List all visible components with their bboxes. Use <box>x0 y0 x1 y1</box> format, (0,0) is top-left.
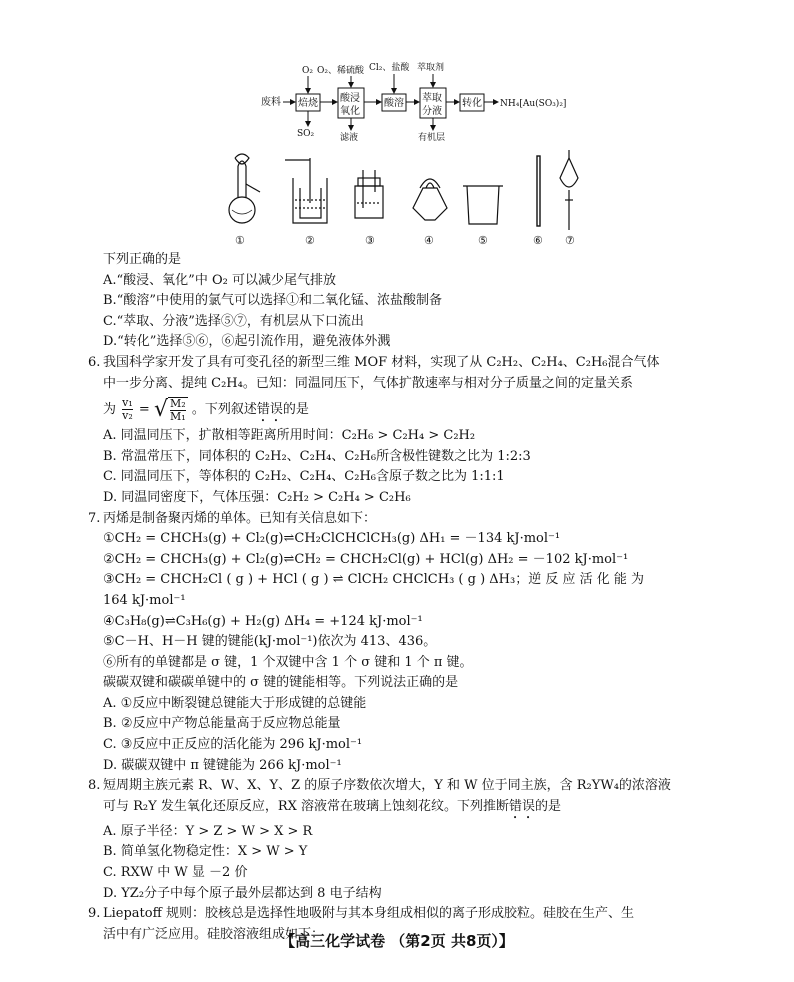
flow-filtrate-out: 滤液 <box>340 133 359 143</box>
q6-line-2: 中一步分离、提纯 C₂H₄。已知：同温同压下，气体扩散速率与相对分子质量之间的定量关系 <box>103 375 633 391</box>
q7-reaction-2: ②CH₂ = CHCH₃(g) + Cl₂(g)⇌CH₂ = CHCH₂Cl(g) + HCl(g) ΔH₂ = －102 kJ·mol⁻¹ <box>103 551 629 567</box>
apparatus-2-water-bath <box>285 158 327 223</box>
q6-emphasis: 错误 <box>256 402 283 418</box>
q5-option-a: A.“酸浸、氧化”中 O₂ 可以减少尾气排放 <box>103 272 336 288</box>
flow-feed: 废料 <box>261 97 281 108</box>
q8-option-b: B. 简单氢化物稳定性：X > W > Y <box>103 844 308 860</box>
apparatus-3-gas-washing-bottle <box>355 170 383 218</box>
flow-o2-in: O₂ <box>302 66 313 76</box>
q9-line-2: 活中有广泛应用。硅胶溶液组成如下： <box>103 926 325 942</box>
q5-option-c: C.“萃取、分液”选择⑤⑦，有机层从下口流出 <box>103 313 364 329</box>
q9-line-1: Liepatoff 规则：胶核总是选择性地吸附与其本身组成相似的离子形成胶粒。硅胶在生产、生 <box>103 906 634 922</box>
q5-option-d: D.“转化”选择⑤⑥，⑥起引流作用，避免液体外溅 <box>103 334 391 350</box>
q7-option-c: C. ③反应中正反应的活化能为 296 kJ·mol⁻¹ <box>103 737 363 753</box>
apparatus-label-1: ① <box>235 234 245 247</box>
q8-line-1: 短周期主族元素 R、W、X、Y、Z 的原子序数依次增大，Y 和 W 位于同主族，含 R₂YW₄的浓溶液 <box>103 778 671 794</box>
apparatus-label-4: ④ <box>424 234 434 247</box>
question-6 <box>88 353 783 509</box>
flow-o2-acid-in: O₂、稀硫酸 <box>317 66 365 76</box>
apparatus-4-alcohol-lamp <box>413 179 447 220</box>
flow-box-acid-dissolve: 酸溶 <box>384 98 404 109</box>
apparatus-1-distilling-flask <box>229 154 260 223</box>
q8-emphasis: 错误 <box>509 798 536 814</box>
apparatus-label-7: ⑦ <box>565 234 575 247</box>
flow-organic-out: 有机层 <box>418 133 446 143</box>
flow-so2-out: SO₂ <box>297 129 315 139</box>
question-7 <box>88 509 783 777</box>
q7-reaction-3b: 164 kJ·mol⁻¹ <box>103 592 186 608</box>
flow-box-leach: 酸浸 <box>340 93 360 104</box>
q7-reaction-3a: ③CH₂ = CHCH₂Cl ( g ) + HCl ( g ) ⇌ ClCH₂ CHClCH₃ ( g ) ΔH₃；逆 反 应 活 化 能 为 <box>103 572 645 588</box>
apparatus-7-separatory-funnel <box>560 150 578 230</box>
q9-number: 9. <box>88 906 101 922</box>
q8-option-d: D. YZ₂分子中每个原子最外层都达到 8 电子结构 <box>103 885 382 901</box>
flow-box-convert: 转化 <box>462 98 482 109</box>
apparatus-row <box>215 148 595 250</box>
apparatus-label-6: ⑥ <box>533 234 543 247</box>
flow-box-oxidize: 氧化 <box>340 106 360 117</box>
q7-info-6: ⑥所有的单键都是 σ 键，1 个双键中含 1 个 σ 键和 1 个 π 键。 <box>103 654 473 670</box>
q7-option-b: B. ②反应中产物总能量高于反应物总能量 <box>103 716 341 732</box>
apparatus-label-3: ③ <box>365 234 375 247</box>
apparatus-6-glass-rod <box>537 156 540 226</box>
q7-number: 7. <box>88 510 101 526</box>
question-8 <box>88 776 783 904</box>
q5-stem: 下列正确的是 <box>103 252 182 267</box>
apparatus-5-beaker <box>463 186 503 224</box>
q8-number: 8. <box>88 778 101 794</box>
q5-option-b: B.“酸溶”中使用的氯气可以选择①和二氧化锰、浓盐酸制备 <box>103 293 442 309</box>
flow-box-separate: 分液 <box>422 106 442 117</box>
q6-option-a: A. 同温同压下，扩散相等距离所用时间：C₂H₆ > C₂H₄ > C₂H₂ <box>103 428 476 444</box>
q7-reaction-1: ①CH₂ = CHCH₃(g) + Cl₂(g)⇌CH₂ClCHClCH₃(g) ΔH₁ = －134 kJ·mol⁻¹ <box>103 531 561 547</box>
q6-option-b: B. 常温常压下，同体积的 C₂H₂、C₂H₄、C₂H₆所含极性键数之比为 1:2:3 <box>103 448 531 464</box>
q8-line-2: 可与 R₂Y 发生氧化还原反应，RX 溶液常在玻璃上蚀刻花纹。下列推断错误的是 <box>103 798 562 814</box>
q8-option-c: C. RXW 中 W 显 －2 价 <box>103 865 248 881</box>
q6-option-c: C. 同温同压下，等体积的 C₂H₂、C₂H₄、C₂H₆含原子数之比为 1:1:1 <box>103 469 505 485</box>
q7-reaction-4: ④C₃H₈(g)⇌C₃H₆(g) + H₂(g) ΔH₄ = +124 kJ·mol⁻¹ <box>103 613 423 629</box>
process-flow-chart <box>255 58 575 150</box>
flow-extractant-in: 萃取剂 <box>417 63 445 73</box>
flow-box-extract: 萃取 <box>422 93 442 104</box>
q8-option-a: A. 原子半径：Y > Z > W > X > R <box>103 823 313 839</box>
apparatus-label-5: ⑤ <box>478 234 488 247</box>
q6-number: 6. <box>88 354 101 370</box>
page-footer: 【高三化学试卷 （第2页 共8页）】 <box>280 932 514 950</box>
flow-box-roast: 焙烧 <box>298 98 318 109</box>
q7-info-5: ⑤C－H、H－H 键的键能(kJ·mol⁻¹)依次为 413、436。 <box>103 634 437 650</box>
q6-option-d: D. 同温同密度下，气体压强：C₂H₂ > C₂H₄ > C₂H₆ <box>103 489 411 505</box>
flow-cl2-in: Cl₂、盐酸 <box>369 63 410 73</box>
velocity-ratio: $\frac{\text{v₁}}{\text{v₂}}$ <box>122 396 133 423</box>
q7-option-d: D. 碳碳双键中 π 键键能为 266 kJ·mol⁻¹ <box>103 757 342 773</box>
apparatus-label-2: ② <box>305 234 315 247</box>
q7-info-7: 碳碳双键和碳碳单键中的 σ 键的键能相等。下列说法正确的是 <box>103 675 459 691</box>
q6-formula-line: 为 $\frac{\text{v₁}}{\text{v₂}}$ = √ $\frac{\text{M₂}}{\text{M₁}}$ 。下列叙述错误的是 <box>103 396 309 423</box>
q6-line-1: 我国科学家开发了具有可变孔径的新型三维 MOF 材料，实现了从 C₂H₂、C₂H₄、C₂H₆混合气体 <box>103 354 660 370</box>
mass-ratio-sqrt: √ $\frac{\text{M₂}}{\text{M₁}}$ <box>153 396 186 423</box>
q7-option-a: A. ①反应中断裂键总键能大于形成键的总键能 <box>103 695 367 711</box>
q7-stem: 丙烯是制备聚丙烯的单体。已知有关信息如下： <box>103 510 377 526</box>
flow-product: NH₄[Au(SO₃)₂] <box>500 99 567 109</box>
question-body <box>88 250 783 945</box>
